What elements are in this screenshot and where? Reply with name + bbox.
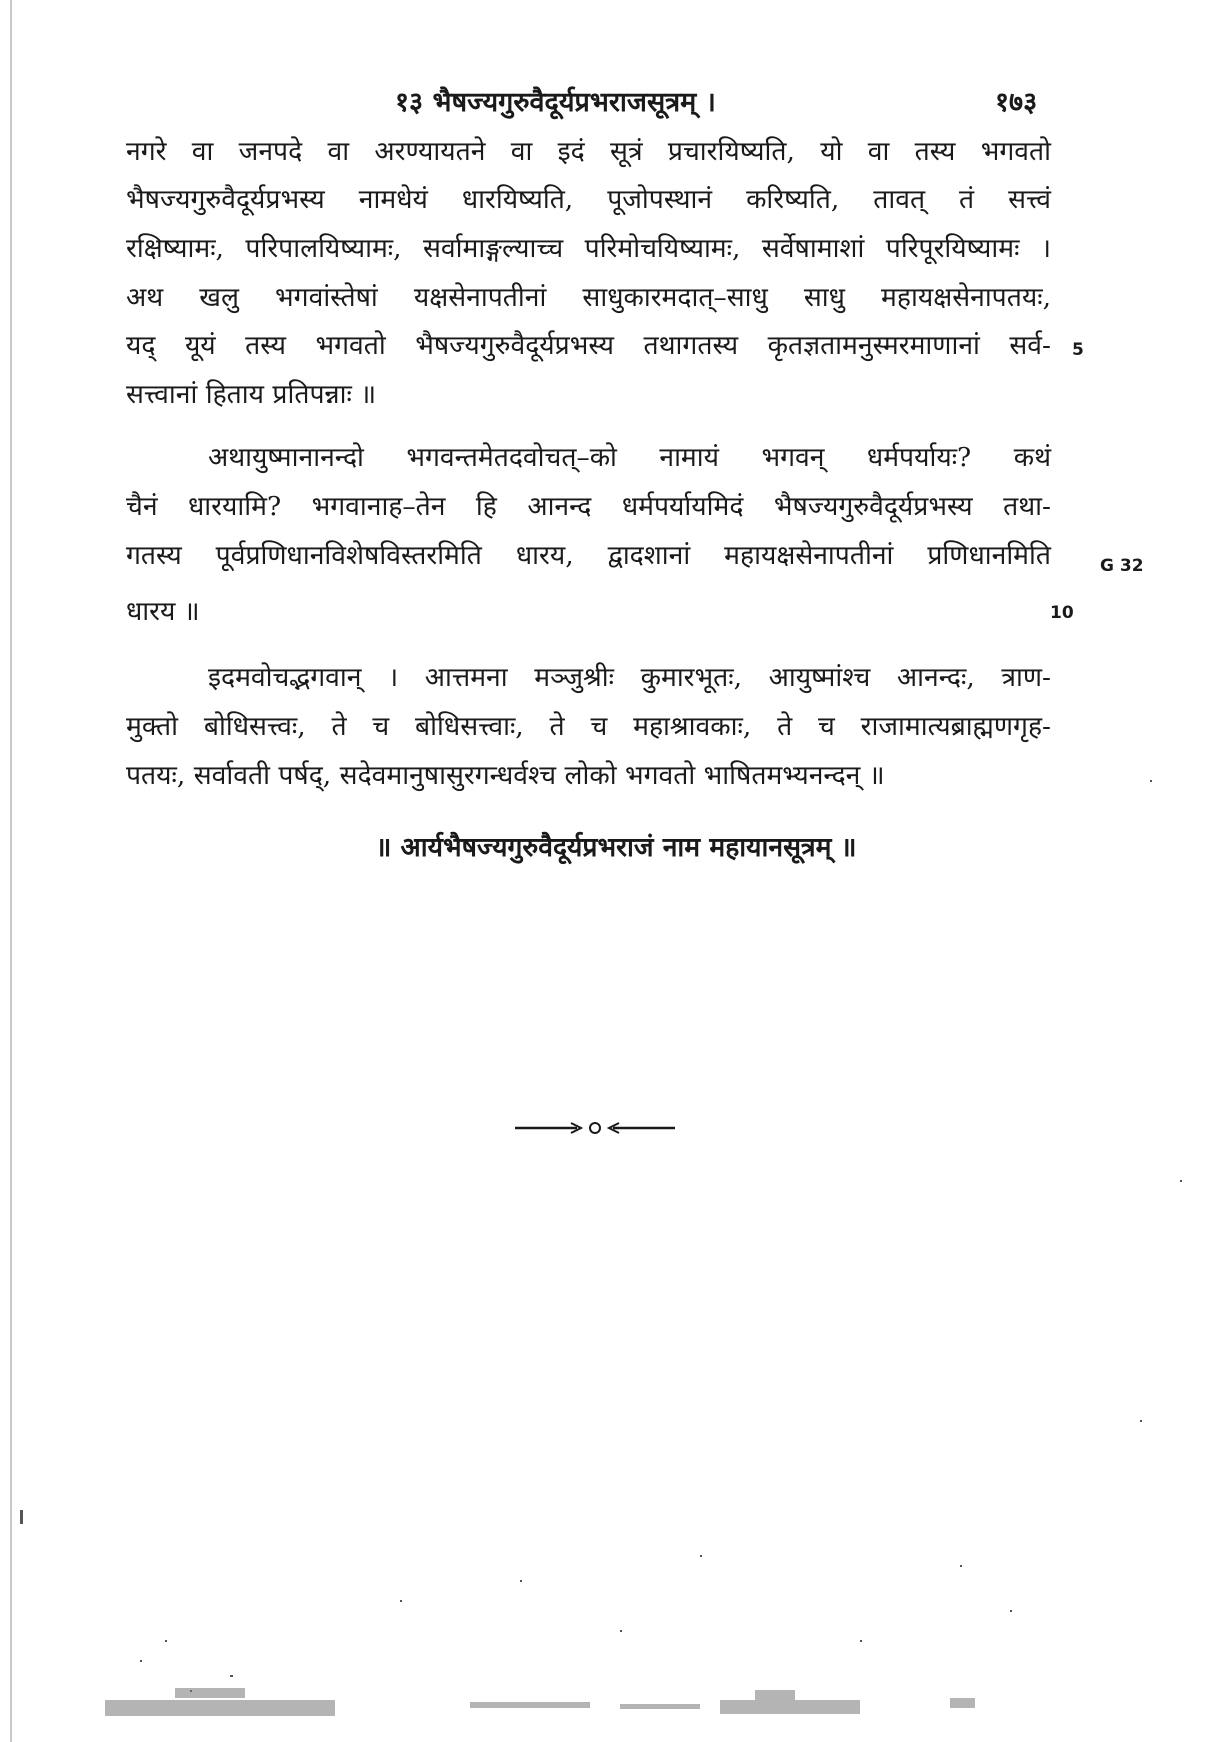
text-line: धारय ॥	[126, 596, 200, 627]
end-ornament-icon	[515, 1118, 675, 1138]
text-line: भैषज्यगुरुवैदूर्यप्रभस्य नामधेयं धारयिष्यति, पूजोपस्थानं करिष्यति, तावत् तं सत्त्वं	[126, 184, 1051, 215]
gilgit-folio-ref: G 32	[1100, 556, 1144, 576]
page-edge-rule	[10, 0, 12, 1742]
text-line: नगरे वा जनपदे वा अरण्यायतने वा इदं सूत्रं प्रचारयिष्यति, यो वा तस्य भगवतो	[126, 136, 1051, 167]
text-line: गतस्य पूर्वप्रणिधानविशेषविस्तरमिति धारय, द्वादशानां महायक्षसेनापतीनां प्रणिधानमिति	[126, 540, 1051, 571]
line-number-5: 5	[1072, 340, 1084, 360]
text-line: रक्षिष्यामः, परिपालयिष्यामः, सर्वामाङ्गल्याच्च परिमोचयिष्यामः, सर्वेषामाशां परिपूरयिष्यामः ।	[126, 233, 1051, 264]
text-line: यद् यूयं तस्य भगवतो भैषज्यगुरुवैदूर्यप्रभस्य तथागतस्य कृतज्ञतामनुस्मरमाणानां सर्व-	[126, 330, 1051, 361]
colophon: ॥ आर्यभैषज्यगुरुवैदूर्यप्रभराजं नाम महायानसूत्रम् ॥	[375, 832, 857, 863]
text-line: सत्त्वानां हिताय प्रतिपन्नाः ॥	[126, 379, 377, 410]
text-line: चैनं धारयामि? भगवानाह–तेन हि आनन्द धर्मपर्यायमिदं भैषज्यगुरुवैदूर्यप्रभस्य तथा-	[126, 491, 1051, 522]
text-line: पतयः, सर्वावती पर्षद्, सदेवमानुषासुरगन्धर्वश्च लोको भगवतो भाषितमभ्यनन्दन् ॥	[126, 760, 885, 791]
line-number-10: 10	[1050, 603, 1074, 623]
text-line: मुक्तो बोधिसत्त्वः, ते च बोधिसत्त्वाः, ते च महाश्रावकाः, ते च राजामात्यब्राह्मणगृह-	[126, 711, 1051, 742]
text-line: अथ खलु भगवांस्तेषां यक्षसेनापतीनां साधुकारमदात्–साधु साधु महायक्षसेनापतयः,	[126, 282, 1051, 313]
text-line: इदमवोचद्भगवान् । आत्तमना मञ्जुश्रीः कुमारभूतः, आयुष्मांश्च आनन्दः, त्राण-	[208, 662, 1051, 693]
text-line: अथायुष्मानानन्दो भगवन्तमेतदवोचत्–को नामायं भगवन् धर्मपर्यायः? कथं	[208, 442, 1051, 473]
running-header: १३ भैषज्यगुरुवैदूर्यप्रभराजसूत्रम् ।	[395, 87, 716, 118]
page-number: १७३	[995, 87, 1038, 118]
